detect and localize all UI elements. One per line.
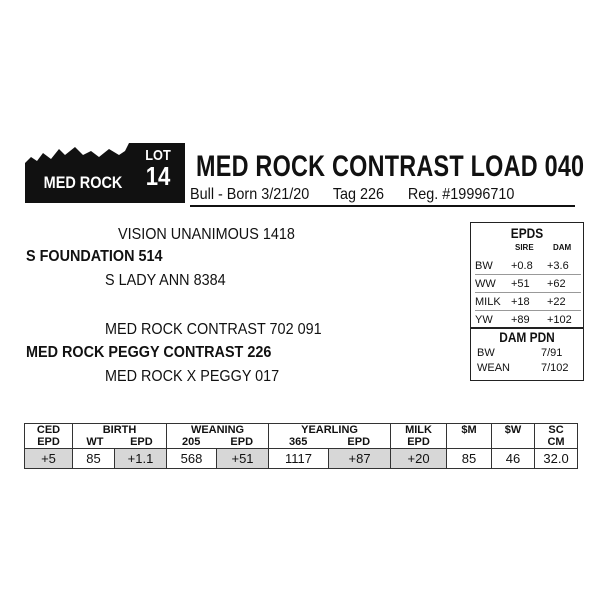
epds-dam-value: +3.6: [547, 257, 581, 275]
header-sm: $M: [447, 424, 492, 449]
registration-number: Reg. #19996710: [407, 186, 515, 203]
pedigree-dam-sire: MED ROCK CONTRAST 702 091: [105, 321, 322, 338]
epds-table: [475, 257, 581, 328]
epds-dam-value: +102: [547, 313, 572, 326]
epds-dam-value: +62: [547, 275, 581, 293]
header-yearling: YEARLING 365 EPD: [269, 424, 391, 449]
epds-row: [475, 257, 581, 275]
lot-number: 14: [145, 161, 171, 191]
dam-pdn-label: BW: [477, 347, 495, 359]
dam-pdn-title: DAM PDN: [499, 329, 555, 345]
epds-sire-value: +51: [511, 275, 547, 293]
value-yearling-365: 1117: [269, 449, 329, 469]
epds-dam-value: +22: [547, 293, 581, 311]
performance-header-row: [25, 424, 578, 449]
dam-pdn-label: WEAN: [477, 362, 510, 374]
header-ced: CED EPD: [25, 424, 73, 449]
epds-sire-value: +18: [511, 293, 547, 311]
value-sw: 46: [492, 449, 535, 469]
epds-sire-value: +0.8: [511, 257, 547, 275]
performance-value-row: [25, 449, 578, 469]
epds-row: [475, 293, 581, 311]
value-milk-epd: +20: [391, 449, 447, 469]
title-divider: [190, 205, 575, 207]
epds-box: [470, 222, 584, 329]
header-sw: $W: [492, 424, 535, 449]
header-sc: SC CM: [535, 424, 578, 449]
animal-name: MED ROCK CONTRAST LOAD 040: [196, 150, 585, 183]
value-birth-wt: 85: [73, 449, 115, 469]
epds-row: [475, 275, 581, 293]
performance-table: [24, 423, 578, 469]
header-milk: MILK EPD: [391, 424, 447, 449]
dam-pdn-row: [477, 347, 563, 359]
value-sc-cm: 32.0: [535, 449, 578, 469]
pedigree-sire-sire: VISION UNANIMOUS 1418: [118, 226, 295, 243]
value-weaning-205: 568: [167, 449, 217, 469]
pedigree-sire: S FOUNDATION 514: [26, 248, 163, 265]
dam-pdn-value: 7/91: [541, 347, 563, 359]
header-birth: BIRTH WT EPD: [73, 424, 167, 449]
epds-sire-value: +89: [511, 313, 530, 326]
pedigree-dam: MED ROCK PEGGY CONTRAST 226: [26, 344, 272, 361]
animal-info-line: [190, 186, 534, 204]
value-birth-epd: +1.1: [115, 449, 167, 469]
dam-pdn-box: [470, 327, 584, 381]
value-ced-epd: +5: [25, 449, 73, 469]
value-yearling-epd: +87: [329, 449, 391, 469]
epds-dam-header: DAM: [553, 243, 572, 252]
epds-label: BW: [475, 257, 511, 275]
dam-pdn-value: 7/102: [541, 362, 569, 374]
brand-name: MED ROCK: [43, 173, 123, 192]
lot-logo: [25, 143, 185, 203]
pedigree-sire-dam: S LADY ANN 8384: [105, 272, 226, 289]
epds-label: WW: [475, 275, 511, 293]
epds-row: [475, 311, 581, 329]
value-sm: 85: [447, 449, 492, 469]
lot-label: LOT: [145, 147, 171, 164]
epds-label: MILK: [475, 293, 511, 311]
tag-number: Tag 226: [332, 186, 385, 203]
header-weaning: WEANING 205 EPD: [167, 424, 269, 449]
pedigree-dam-dam: MED ROCK X PEGGY 017: [105, 368, 280, 385]
sex-birth-date: Bull - Born 3/21/20: [190, 186, 310, 203]
epds-label: YW: [475, 313, 493, 326]
epds-sire-header: SIRE: [515, 243, 534, 252]
value-weaning-epd: +51: [217, 449, 269, 469]
dam-pdn-row: [477, 362, 569, 374]
epds-title: EPDS: [510, 225, 544, 241]
